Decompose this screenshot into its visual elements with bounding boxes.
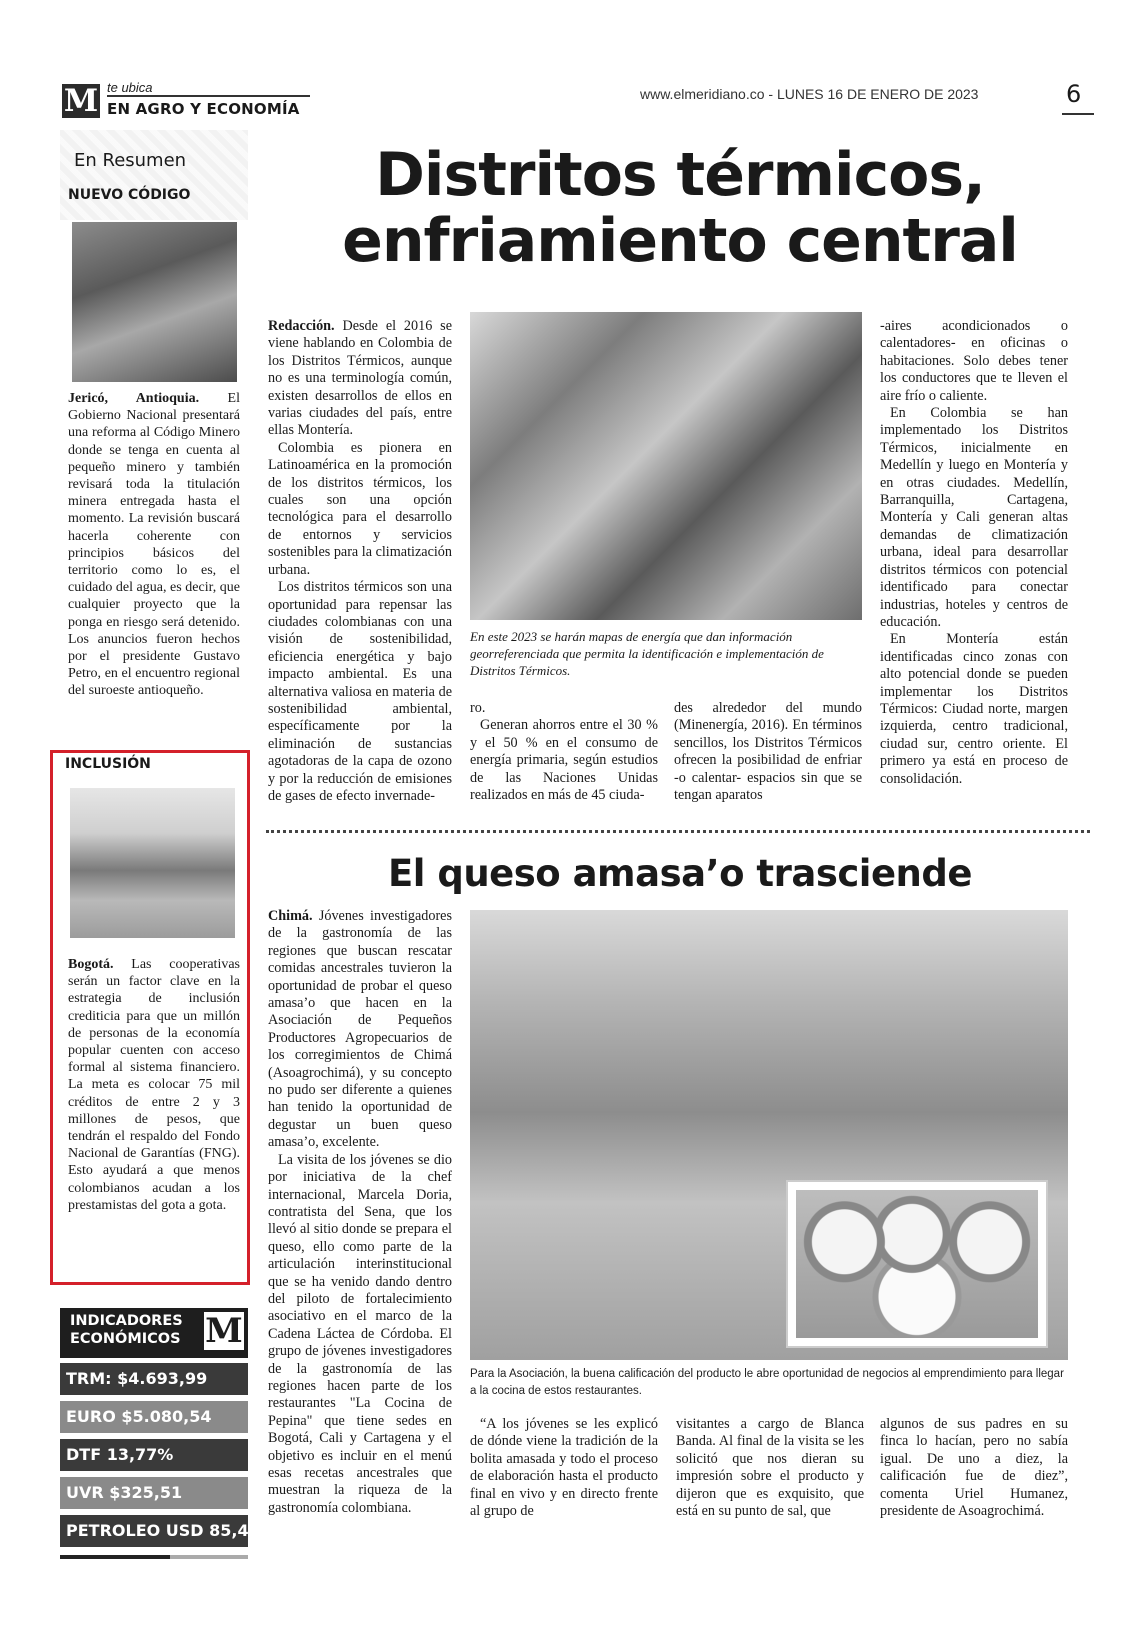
section-rule bbox=[107, 95, 310, 97]
page-number-rule bbox=[1062, 113, 1094, 115]
sidebar-item2-text: Bogotá. Las cooperativas serán un factor clave en la estrategia de inclusión crediticia para que un millón de personas de la economía popular cuenten con acceso formal al sistema financiero. La meta es colocar 75 mil créditos de entre 2 y 3 millones de pesos, que tendrán el respaldo del Fondo Nacional de Garantías (FNG). Esto ayudará a que menos colombianos acudan a los prestamistas del gota a gota. bbox=[68, 957, 240, 1213]
sidebar-item1-kicker: NUEVO CÓDIGO bbox=[68, 187, 191, 203]
article2-col2: “A los jóvenes se les explicó de dónde viene la tradición de la bolita amasada y todo el proceso de elaboración hasta el producto final en vivo y en directo frente al grupo de bbox=[470, 1416, 658, 1520]
meeting-photo bbox=[70, 788, 235, 938]
indicators-title: INDICADORES ECONÓMICOS bbox=[70, 1313, 183, 1347]
indicator-trm: TRM: $4.693,99 bbox=[60, 1363, 248, 1395]
section-kicker: te ubica bbox=[107, 80, 153, 95]
indicators-bar bbox=[60, 1555, 170, 1559]
article1-caption: En este 2023 se harán mapas de energía que dan información georreferenciada que permita la identificación e implementación de Distritos Térmicos. bbox=[470, 629, 824, 678]
article2-headline: El queso amasa’o trasciende bbox=[388, 852, 972, 895]
pipes-photo bbox=[470, 312, 862, 620]
section-title: EN AGRO Y ECONOMÍA bbox=[107, 100, 300, 118]
indicators-bar-light bbox=[170, 1555, 248, 1559]
article1-col4: -aires acondicionados o calentadores- en oficinas o habitaciones. Solo debes tener los conductores que te lleven el aire frío o caliente. En Colombia se han implementado los Distritos Térmicos, inicialmente en Medellín y luego en Montería y en otras ciudades. Medellín, Barranquilla, Cartagena, Montería y Cali generan altas demandas de climatización urbana, ideal para desarrollar distritos térmicos con potencial identificado para conectar industrias, hoteles y centros de educación. En Montería están identificadas cinco zonas con alto potencial donde se pueden implementar los Distritos Térmicos: Ciudad norte, margen izquierda, centro tradicional, ciudad sur, centro oriente. El primero ya está en proceso de consolidación. bbox=[880, 318, 1068, 787]
article1-col3: des alrededor del mundo (Minenergía, 2016). En términos sencillos, los Distritos Térmicos ofrecen la posibilidad de enfriar -o calentar- espacios sin que se tengan aparatos bbox=[674, 700, 862, 804]
article2-caption: Para la Asociación, la buena calificación del producto le abre oportunidad de negocios al emprendimiento para llegar a la cocina de estos restaurantes. bbox=[470, 1368, 1064, 1397]
sidebar-item2-kicker: INCLUSIÓN bbox=[65, 756, 151, 772]
page-number: 6 bbox=[1066, 80, 1082, 108]
article2-col1: Chimá. Jóvenes investigadores de la gastronomía de las regiones que buscan rescatar comidas ancestrales tuvieron la oportunidad de probar el queso amasa’o que hacen en la Asociación de Pequeños Productores Agropecuarios de los corregimientos de Chimá (Asoagrochimá), y su concepto no pudo ser diferente a quienes han tenido la oportunidad de degustar un buen queso amasa’o, excelente. La visita de los jóvenes se dio por iniciativa de la chef internacional, Marcela Doria, contratista del Sena, que los llevó al sitio donde se prepara el queso, ello como parte de la articulación interinstitucional que se ha venido dando dentro del piloto de fortalecimiento asociativo en el marco de la Cadena Láctea de Córdoba. El grupo de jóvenes investigadores de la gastronomía de las regiones hacen parte de los restaurantes "La Cocina de Pepina" que tiene sedes en Bogotá, Cali y Cartagena y el objetivo es incluir en el menú esas recetas ancestrales que muestran la riqueza de la gastronomía colombiana. bbox=[268, 908, 452, 1516]
article1-headline: Distritos térmicos, enfriamiento central bbox=[342, 140, 1018, 276]
sidebar-title: En Resumen bbox=[74, 150, 187, 171]
article2-col3: visitantes a cargo de Blanca Banda. Al final de la visita se les solicitó que nos dieran su impresión sobre el producto y dijeron que es exquisito, que está en su punto de sal, que bbox=[676, 1416, 864, 1520]
cheese-inset-photo bbox=[786, 1180, 1048, 1348]
article1-col1: Redacción. Desde el 2016 se viene hablando en Colombia de los Distritos Térmicos, aunque no es una terminología común, existen desarrollos de ellos en varias ciudades del país, entre ellas Montería. Colombia es pionera en Latinoamérica en la promoción de los distritos térmicos, los cuales son una opción tecnológica para el desarrollo de entornos y servicios sostenibles para la climatización urbana. Los distritos térmicos son una oportunidad para repensar las ciudades colombianas con una visión de sostenibilidad, eficiencia energética y bajo impacto ambiental. Es una alternativa valiosa en materia de sostenibilidad ambiental, específicamente por la eliminación de sustancias agotadoras de la capa de ozono y por la reducción de emisiones de gases de efecto invernade- bbox=[268, 318, 452, 804]
article1-col2: ro. Generan ahorros entre el 30 % y el 50 % en el consumo de energía primaria, según estudios de las Naciones Unidas realizados en más de 45 ciuda- bbox=[470, 700, 658, 804]
indicator-uvr: UVR $325,51 bbox=[60, 1477, 248, 1509]
indicator-petroleo: PETROLEO USD 85,49 bbox=[60, 1515, 248, 1547]
miners-photo bbox=[72, 222, 237, 382]
sidebar-pattern bbox=[60, 130, 248, 220]
newspaper-logo: M bbox=[63, 83, 99, 119]
indicator-euro: EURO $5.080,54 bbox=[60, 1401, 248, 1433]
dateline: www.elmeridiano.co - LUNES 16 DE ENERO DE 2023 bbox=[640, 86, 979, 102]
indicator-dtf: DTF 13,77% bbox=[60, 1439, 248, 1471]
sidebar-item1-text: Jericó, Antioquia. El Gobierno Nacional presentará una reforma al Código Minero donde se tenga en cuenta al pequeño minero y también revisará toda la titulación minera entregada hasta el momento. La revisión buscará hacerla coherente con principios básicos del territorio como lo es, el cuidado del agua, es decir, que cualquier proyecto que la ponga en riesgo será detenido. Los anuncios fueron hechos por el presidente Gustavo Petro, en el encuentro regional del suroeste antioqueño. bbox=[68, 391, 240, 699]
indicators-logo: M bbox=[205, 1311, 243, 1351]
article-separator bbox=[266, 830, 1090, 833]
article2-col4: algunos de sus padres en su finca lo hacían, pero no sabía igual. De uno a diez, la calificación fue de diez”, comenta Uriel Humanez, presidente de Asoagrochimá. bbox=[880, 1416, 1068, 1520]
